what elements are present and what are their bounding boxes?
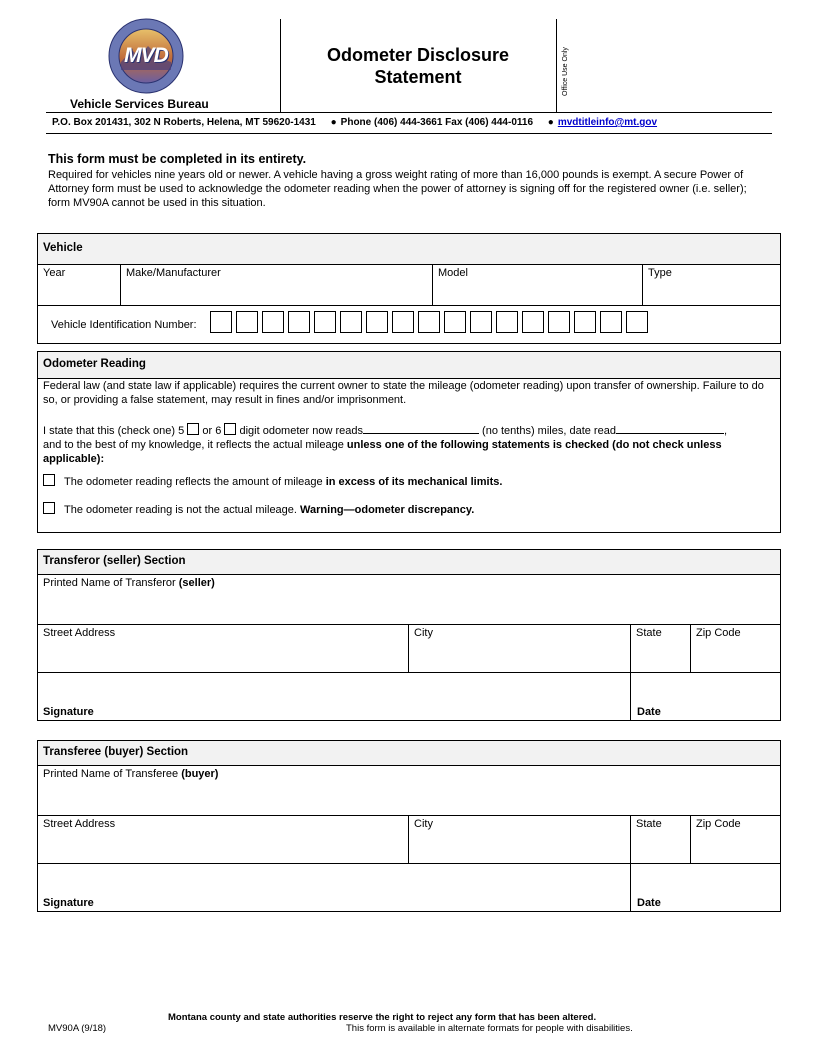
divider <box>46 133 772 134</box>
footer-alt-formats: This form is available in alternate formats for people with disabilities. <box>346 1023 633 1034</box>
vin-char-box[interactable] <box>418 311 440 333</box>
buyer-state-field[interactable]: State <box>631 816 691 864</box>
bureau-name: Vehicle Services Bureau <box>70 97 209 111</box>
seller-signature-field[interactable]: Signature <box>38 673 631 720</box>
office-use-label: Office Use Only <box>562 47 569 96</box>
phone-fax: Phone (406) 444-3661 Fax (406) 444-0116 <box>340 117 534 128</box>
buyer-signature-field[interactable]: Signature <box>38 864 631 911</box>
vin-char-box[interactable] <box>600 311 622 333</box>
seller-street-field[interactable]: Street Address <box>38 625 409 673</box>
discrepancy-checkbox[interactable] <box>43 502 55 514</box>
transferor-section <box>37 549 781 721</box>
vin-char-box[interactable] <box>574 311 596 333</box>
address: P.O. Box 201431, 302 N Roberts, Helena, MT 59620-1431 <box>52 117 316 128</box>
seller-signature-row <box>38 673 780 720</box>
divider <box>280 19 281 112</box>
odometer-section <box>37 351 781 533</box>
five-digit-checkbox[interactable] <box>187 423 199 435</box>
seller-address-row <box>38 625 780 673</box>
vin-char-box[interactable] <box>626 311 648 333</box>
option-mechanical-limits: The odometer reading reflects the amount of mileage in excess of its mechanical limits. <box>43 474 502 489</box>
page-title: Odometer Disclosure Statement <box>326 45 510 87</box>
form-number: MV90A (9/18) <box>48 1023 107 1034</box>
vin-char-box[interactable] <box>236 311 258 333</box>
intro-text: Required for vehicles nine years old or newer. A vehicle having a gross weight rating of more than 16,000 pounds is exempt. A secure Power of Attorney form must be used to acknowledge the odometer reading when the power of attorney is signing off for the registered owner (i.e. seller); form MV90A cannot be used in this situation. <box>48 169 747 209</box>
vin-char-box[interactable] <box>314 311 336 333</box>
buyer-name-field[interactable]: Printed Name of Transferee (buyer) <box>38 766 780 816</box>
type-field[interactable]: Type <box>643 265 780 306</box>
vin-char-box[interactable] <box>210 311 232 333</box>
bullet-icon: ● <box>330 117 337 128</box>
odometer-law-text: Federal law (and state law if applicable) requires the current owner to state the mileage (odometer reading) upon transfer of ownership. Failure to do so, or providing a false statement, may result in fines and/or imprisonment. <box>43 380 764 406</box>
vin-label: Vehicle Identification Number: <box>51 318 197 331</box>
buyer-date-field[interactable]: Date <box>637 897 661 909</box>
vehicle-fields-row <box>38 265 780 306</box>
year-field[interactable]: Year <box>38 265 121 306</box>
buyer-zip-field[interactable]: Zip Code <box>691 816 780 864</box>
six-digit-checkbox[interactable] <box>224 423 236 435</box>
mechanical-limits-checkbox[interactable] <box>43 474 55 486</box>
section-heading: Odometer Reading <box>38 352 780 379</box>
vehicle-section <box>37 233 781 344</box>
seller-date-field[interactable]: Date <box>637 706 661 718</box>
contact-line <box>52 117 657 128</box>
seller-city-field[interactable]: City <box>409 625 631 673</box>
mvd-logo <box>108 18 184 94</box>
vin-char-box[interactable] <box>340 311 362 333</box>
model-field[interactable]: Model <box>433 265 643 306</box>
email-link[interactable]: mvdtitleinfo@mt.gov <box>557 117 658 128</box>
intro-heading: This form must be completed in its entirety. <box>48 152 307 166</box>
vin-char-box[interactable] <box>548 311 570 333</box>
section-heading: Vehicle <box>38 234 780 265</box>
odometer-statement: I state that this (check one) 5 or 6 digit odometer now reads (no tenths) miles, date read , and to the best of my knowledge, it reflects the actual mileage unless one of the following statements is checked (do not check unless applicable): <box>43 422 775 466</box>
seller-zip-field[interactable]: Zip Code <box>691 625 780 673</box>
buyer-address-row <box>38 816 780 864</box>
buyer-street-field[interactable]: Street Address <box>38 816 409 864</box>
date-read-input[interactable] <box>616 422 724 434</box>
make-field[interactable]: Make/Manufacturer <box>121 265 433 306</box>
vin-char-box[interactable] <box>366 311 388 333</box>
section-heading: Transferee (buyer) Section <box>38 741 780 766</box>
seller-state-field[interactable]: State <box>631 625 691 673</box>
vin-char-box[interactable] <box>444 311 466 333</box>
buyer-city-field[interactable]: City <box>409 816 631 864</box>
vin-input <box>210 311 652 338</box>
vin-row <box>38 306 780 343</box>
divider <box>46 112 772 113</box>
logo-text: MVD <box>124 44 168 67</box>
buyer-signature-row <box>38 864 780 911</box>
vin-char-box[interactable] <box>496 311 518 333</box>
vin-char-box[interactable] <box>470 311 492 333</box>
transferee-section <box>37 740 781 912</box>
bullet-icon: ● <box>547 117 554 128</box>
footer-notice: Montana county and state authorities reserve the right to reject any form that has been altered. <box>168 1012 597 1023</box>
mileage-input[interactable] <box>363 422 479 434</box>
seller-name-field[interactable]: Printed Name of Transferor (seller) <box>38 575 780 625</box>
vin-char-box[interactable] <box>262 311 284 333</box>
section-heading: Transferor (seller) Section <box>38 550 780 575</box>
option-discrepancy: The odometer reading is not the actual mileage. Warning—odometer discrepancy. <box>43 502 474 517</box>
vin-char-box[interactable] <box>288 311 310 333</box>
vin-char-box[interactable] <box>522 311 544 333</box>
vin-char-box[interactable] <box>392 311 414 333</box>
